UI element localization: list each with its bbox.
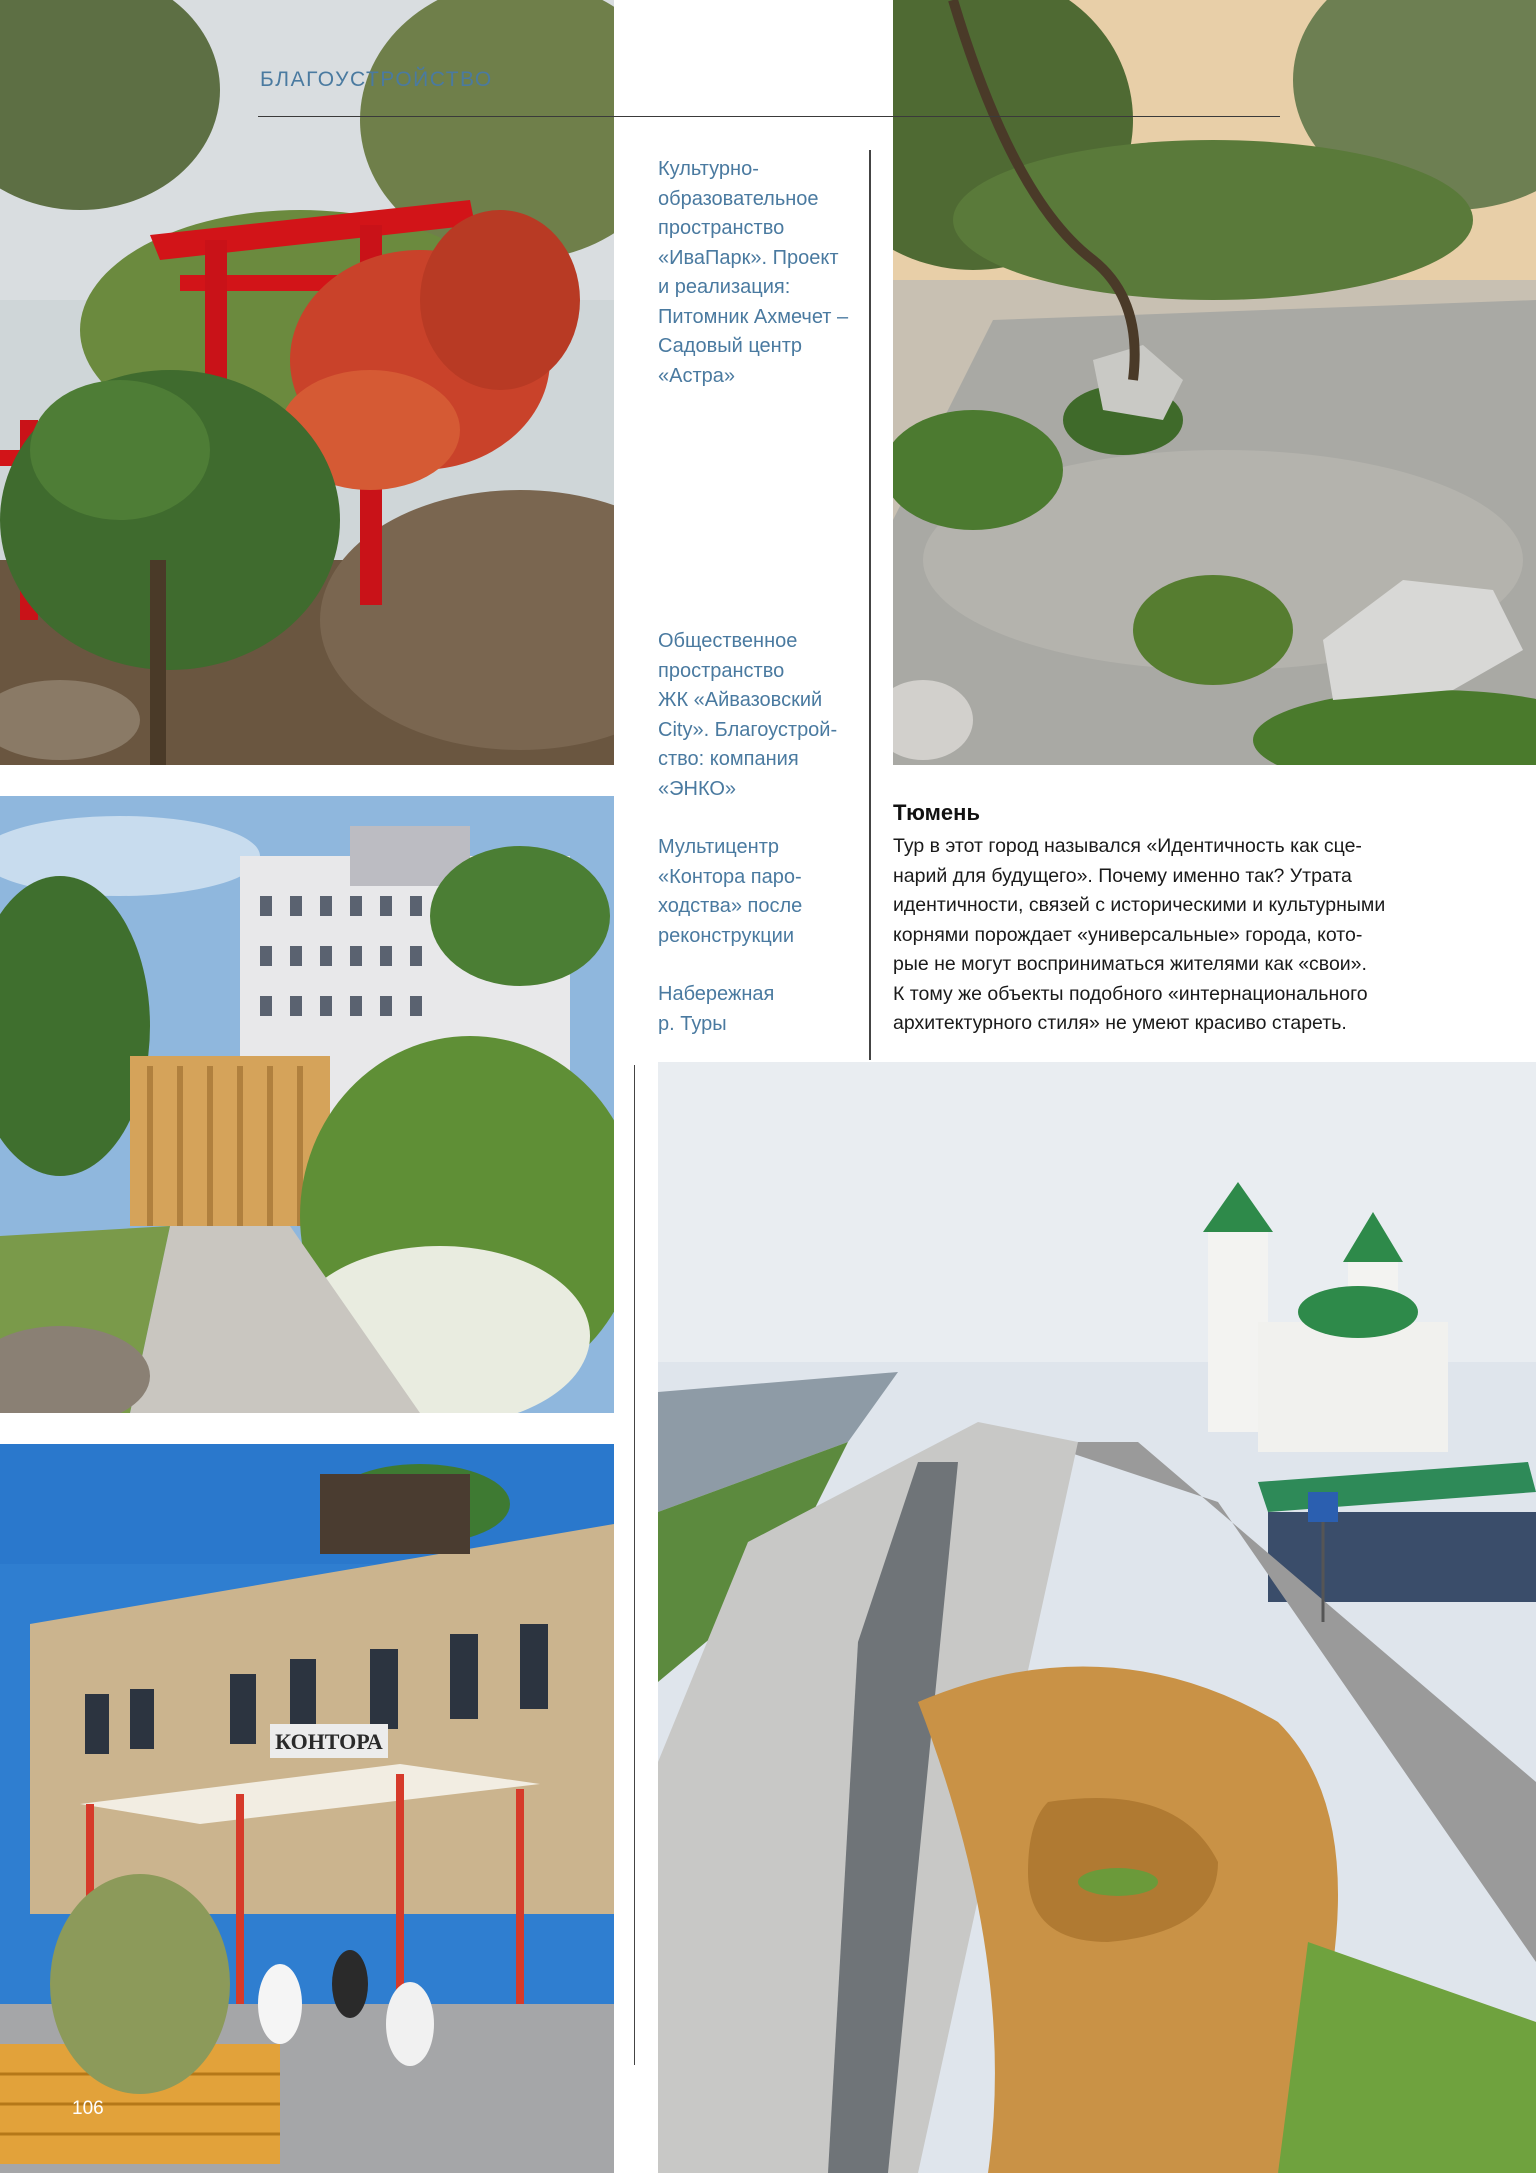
photo-aivazovsky-city: [0, 796, 614, 1413]
section-label: БЛАГОУСТРОЙСТВО: [260, 68, 493, 91]
header-rule: [258, 116, 1280, 117]
article-body: Тур в этот город назывался «Идентичность как сце- нарий для будущего». Почему именно так? Утрата идентичности, связей с историческими и культурными корнями порождает «универсальные» города, кото- рые не могут восприниматься жителями как «свои». К тому же объекты подобного «интернационального архитектурного стиля» не умеют красиво стареть.: [893, 835, 1386, 1034]
photo-rock-garden: [893, 0, 1536, 765]
caption-embankment: Набережная р. Туры: [658, 983, 775, 1035]
column-divider: [869, 150, 871, 1060]
page-number: 106: [72, 2098, 104, 2119]
photo-kontora: [0, 1444, 614, 2173]
kontora-sign: КОНТОРА: [275, 1729, 383, 1754]
caption-ivapark: Культурно- образовательное пространство «ИваПарк». Проект и реализация: Питомник Ахмечет – Садовый центр «Астра»: [658, 158, 849, 387]
caption-aivazovsky: Общественное пространство ЖК «Айвазовский City». Благоустрой- ство: компания «ЭНКО»: [658, 630, 838, 800]
article-city-heading: Тюмень: [893, 800, 980, 825]
side-divider: [634, 1065, 635, 2065]
photo-tura-embankment: [658, 1062, 1536, 2173]
caption-kontora: Мультицентр «Контора паро- ходства» после реконструкции: [658, 836, 803, 947]
photo-torii-garden: [0, 0, 614, 765]
